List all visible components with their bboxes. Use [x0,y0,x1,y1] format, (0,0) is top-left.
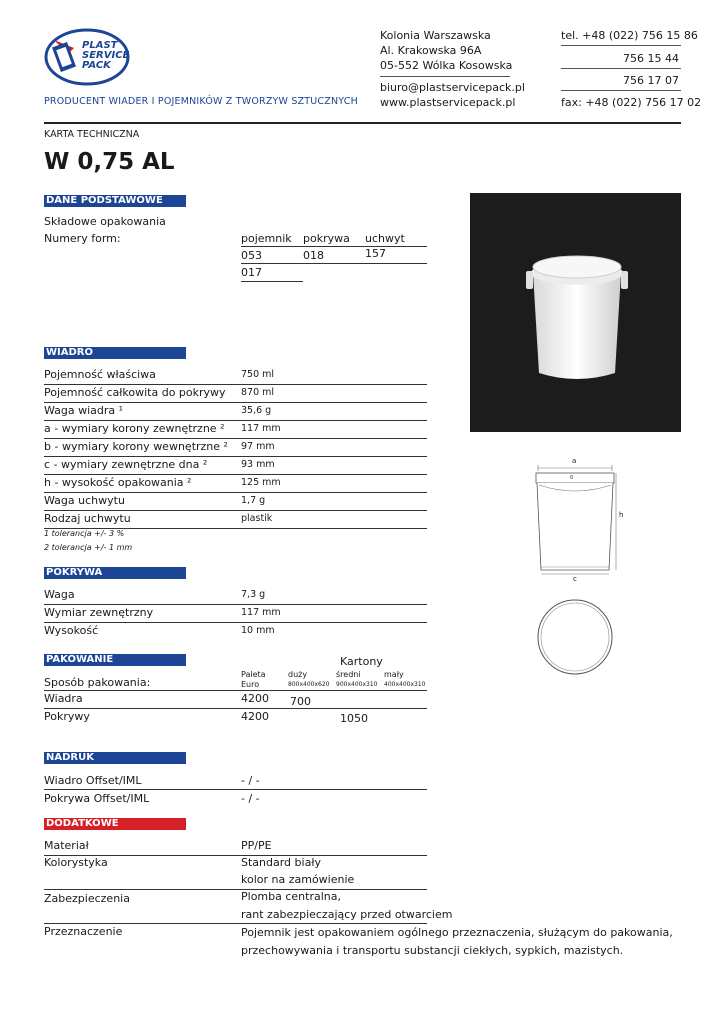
address-line-2: Al. Krakowska 96A [380,44,482,57]
dim-c-label: c [573,575,577,583]
table-row [44,605,427,623]
row-value: 10 mm [241,625,275,636]
row-label: Waga uchwytu [44,494,125,507]
row-value: 97 mm [241,441,275,452]
row-label: Waga [44,588,75,601]
row-value: 870 ml [241,387,275,398]
material-label: Materiał [44,839,89,852]
pokrywy-paleta: 4200 [241,710,269,723]
duzy-label: duży [288,670,308,679]
technical-drawing [530,455,680,685]
form-pokrywa-1: 018 [303,249,324,262]
pokrywa-table [44,587,427,640]
wiadra-label: Wiadra [44,692,83,705]
row-value: plastik [241,513,273,524]
fax: fax: +48 (022) 756 17 02 [561,96,702,109]
wiadra-paleta: 4200 [241,692,269,705]
logo-text-3: PACK [82,60,111,71]
sposob-label: Sposób pakowania: [44,676,151,689]
wiadro-table [44,367,427,529]
section-nadruk: NADRUK [44,752,186,764]
przeznaczenie-value-2: przechowywania i transportu substancji ciekłych, sypkich, mazistych. [241,944,624,957]
nadruk-wiadro-label: Wiadro Offset/IML [44,774,142,787]
kartony-header: Kartony [340,655,383,668]
maly-label: mały [384,670,404,679]
section-pokrywa: POKRYWA [44,567,186,579]
wiadra-duzy: 700 [290,695,311,708]
email-link[interactable]: biuro@plastservicepack.pl [380,81,525,94]
section-pakowanie: PAKOWANIE [44,654,186,666]
row-value: 750 ml [241,369,275,380]
paleta-label: Paleta [241,670,266,679]
dim-h-label: h [619,511,624,519]
col-pojemnik: pojemnik [241,232,292,245]
product-title: W 0,75 AL [44,149,175,175]
table-row [44,623,427,640]
row-label: Pojemność całkowita do pokrywy [44,386,226,399]
tagline: PRODUCENT WIADER I POJEMNIKÓW Z TWORZYW SZTUCZNYCH [44,96,358,107]
zabezpieczenia-value-1: Plomba centralna, [241,890,341,903]
table-row [44,439,427,457]
row-value: 35,6 g [241,405,272,416]
nadruk-pokrywa-label: Pokrywa Offset/IML [44,792,150,805]
tolerance-note-1: 1 tolerancja +/- 3 % [44,529,125,538]
row-value: 125 mm [241,477,281,488]
form-uchwyt-1: 157 [365,247,386,260]
col-pokrywa: pokrywa [303,232,350,245]
row-value: 117 mm [241,423,281,434]
kolorystyka-label: Kolorystyka [44,856,108,869]
kolorystyka-value-2: kolor na zamówienie [241,873,355,886]
website-link[interactable]: www.plastservicepack.pl [380,96,516,109]
address-line-3: 05-552 Wólka Kosowska [380,59,513,72]
logo-text-2: SERVICE [82,50,130,61]
table-row [44,475,427,493]
phone-3: 756 17 07 [623,74,679,87]
kolorystyka-value-1: Standard biały [241,856,321,869]
material-value: PP/PE [241,839,272,852]
row-label: c - wymiary zewnętrzne dna ² [44,458,208,471]
table-row [44,457,427,475]
skladowe-label: Składowe opakowania [44,215,166,228]
table-row [44,367,427,385]
row-value: 7,3 g [241,589,266,600]
row-label: h - wysokość opakowania ² [44,476,192,489]
product-photo [470,193,681,432]
row-label: a - wymiary korony zewnętrzne ² [44,422,225,435]
tolerance-note-2: 2 tolerancja +/- 1 mm [44,543,133,552]
doc-type: KARTA TECHNICZNA [44,129,140,140]
table-row [44,385,427,403]
dim-a-label: a [572,457,577,465]
form-pojemnik-2: 017 [241,266,262,279]
table-row [44,421,427,439]
phone-1: tel. +48 (022) 756 15 86 [561,29,698,42]
table-row [44,493,427,511]
section-wiadro: WIADRO [44,347,186,359]
row-label: Pojemność właściwa [44,368,156,381]
company-logo [44,28,130,86]
row-value: 1,7 g [241,495,266,506]
sredni-dim: 900x400x310 [336,681,378,688]
col-uchwyt: uchwyt [365,232,405,245]
nadruk-wiadro-value: - / - [241,774,260,787]
lid-mark-label: 0 [570,475,574,481]
paleta-euro-label: Euro [241,680,260,689]
phone-2: 756 15 44 [623,52,679,65]
section-dodatkowe: DODATKOWE [44,818,186,830]
duzy-dim: 800x400x620 [288,681,330,688]
table-row [44,511,427,529]
address-line-1: Kolonia Warszawska [380,29,491,42]
row-label: Waga wiadra ¹ [44,404,124,417]
row-value: 117 mm [241,607,281,618]
maly-dim: 400x400x310 [384,681,426,688]
row-value: 93 mm [241,459,275,470]
numery-form-label: Numery form: [44,232,121,245]
row-label: b - wymiary korony wewnętrzne ² [44,440,228,453]
section-dane-podstawowe: DANE PODSTAWOWE [44,195,186,207]
nadruk-pokrywa-value: - / - [241,792,260,805]
form-pojemnik-1: 053 [241,249,262,262]
pokrywy-sredni: 1050 [340,712,368,725]
sredni-label: średni [336,670,361,679]
pokrywy-label: Pokrywy [44,710,90,723]
zabezpieczenia-label: Zabezpieczenia [44,892,130,905]
table-row [44,587,427,605]
table-row [44,403,427,421]
row-label: Rodzaj uchwytu [44,512,131,525]
przeznaczenie-label: Przeznaczenie [44,925,123,938]
row-label: Wymiar zewnętrzny [44,606,154,619]
przeznaczenie-value-1: Pojemnik jest opakowaniem ogólnego przeznaczenia, służącym do pakowania, [241,926,673,939]
logo-text-1: PLAST [82,40,118,51]
zabezpieczenia-value-2: rant zabezpieczający przed otwarciem [241,908,453,921]
row-label: Wysokość [44,624,99,637]
